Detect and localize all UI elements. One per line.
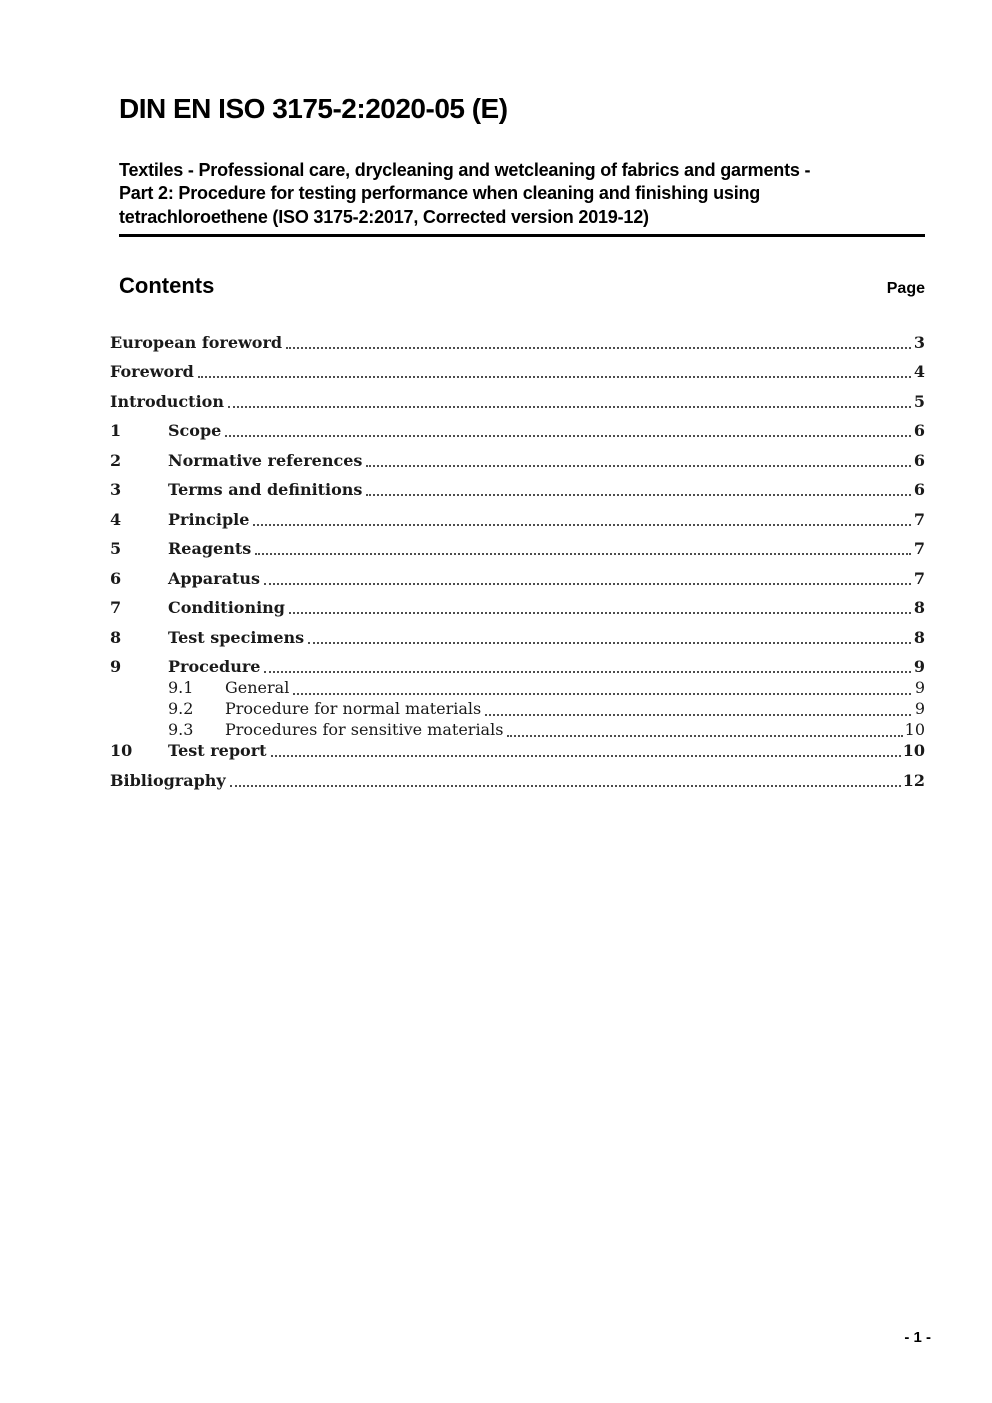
toc-entry-page: 7 (913, 539, 925, 559)
dot-leader (366, 465, 911, 467)
toc-entry-number: 3 (110, 480, 122, 500)
toc-entry-page: 12 (902, 770, 925, 790)
toc-entry (110, 510, 925, 530)
toc-entry-title: Procedure for normal materials (225, 699, 482, 719)
doc-title-line-3: tetrachloroethene (ISO 3175-2:2017, Corrected version 2019-12) (119, 206, 649, 227)
toc-entry-page: 9 (914, 678, 925, 698)
toc-entry-page: 7 (913, 509, 925, 529)
toc-entry-number: 5 (110, 539, 122, 559)
dot-leader (293, 693, 911, 695)
contents-heading: Contents (119, 272, 215, 298)
toc-entry-number: 9 (110, 657, 122, 677)
toc-entry-page: 4 (913, 362, 925, 382)
toc-entry-title: Normative references (168, 450, 363, 470)
toc-entry-number: 8 (110, 627, 122, 647)
toc-entry-title: Conditioning (168, 598, 285, 618)
toc-entry-title: Introduction (110, 391, 224, 411)
toc-entry-title: General (225, 678, 290, 698)
dot-leader (289, 612, 911, 614)
toc-entry-title: European foreword (110, 332, 283, 352)
toc-entry (110, 480, 925, 500)
toc-entry-page: 10 (902, 741, 925, 761)
toc-entry (110, 771, 925, 791)
toc-entry (110, 699, 925, 720)
toc-entry-page: 5 (913, 391, 925, 411)
toc-entry-title: Test report (168, 741, 267, 761)
toc-entry-title: Reagents (168, 539, 252, 559)
dot-leader (255, 553, 911, 555)
toc-entry (110, 628, 925, 648)
toc-entry-title: Principle (168, 509, 250, 529)
dot-leader (366, 494, 911, 496)
toc-entry (110, 569, 925, 589)
toc-entry-number: 9.3 (168, 720, 194, 740)
toc-entry-page: 6 (913, 480, 925, 500)
toc-entry (110, 451, 925, 471)
toc-entry-page: 9 (913, 657, 925, 677)
toc-entry (110, 678, 925, 699)
toc-entry-number: 1 (110, 421, 122, 441)
dot-leader (264, 583, 911, 585)
dot-leader (230, 785, 901, 787)
toc-entry-page: 6 (913, 421, 925, 441)
toc-entry (110, 392, 925, 412)
dot-leader (308, 642, 911, 644)
toc-entry-number: 4 (110, 509, 122, 529)
doc-title-line-2: Part 2: Procedure for testing performance when cleaning and finishing using (119, 183, 761, 204)
doc-title-line-1: Textiles - Professional care, drycleaning and wetcleaning of fabrics and garments - (119, 160, 811, 180)
toc-entry-number: 9.1 (168, 678, 194, 698)
toc-entry-title: Bibliography (110, 770, 226, 790)
toc-entry-number: 6 (110, 568, 122, 588)
toc-entry-page: 8 (913, 598, 925, 618)
toc-entry (110, 720, 925, 741)
page-column-label: Page (886, 279, 925, 297)
toc-entry-title: Procedure (168, 657, 261, 677)
toc-entry-title: Scope (168, 421, 222, 441)
dot-leader (286, 347, 911, 349)
toc-entry (110, 598, 925, 618)
dot-leader (507, 735, 902, 737)
toc-entry-page: 9 (914, 699, 925, 719)
dot-leader (225, 435, 911, 437)
toc-entry (110, 741, 925, 761)
toc-entry-title: Procedures for sensitive materials (225, 720, 504, 740)
dot-leader (485, 714, 911, 716)
toc-entry (110, 333, 925, 353)
toc-entry-page: 8 (913, 627, 925, 647)
dot-leader (253, 524, 911, 526)
toc-entry-page: 6 (913, 450, 925, 470)
toc-entry-number: 9.2 (168, 699, 194, 719)
toc-entry (110, 539, 925, 559)
toc-entry-page: 10 (904, 720, 925, 740)
toc-entry (110, 362, 925, 382)
toc-entry-page: 7 (913, 568, 925, 588)
dot-leader (271, 755, 901, 757)
toc-entry-title: Test specimens (168, 627, 305, 647)
doc-number: DIN EN ISO 3175-2:2020-05 (E) (119, 93, 508, 124)
toc-entry-number: 7 (110, 598, 122, 618)
dot-leader (228, 406, 911, 408)
toc-entry-number: 10 (110, 741, 133, 761)
toc-entry-number: 2 (110, 450, 122, 470)
contents-header-row (119, 273, 925, 298)
doc-title (119, 159, 925, 237)
toc-entry (110, 657, 925, 677)
toc-entry-title: Apparatus (168, 568, 260, 588)
toc-entry-page: 3 (913, 332, 925, 352)
toc-entry-title: Foreword (110, 362, 194, 382)
dot-leader (198, 376, 911, 378)
table-of-contents (110, 333, 925, 791)
toc-entry (110, 421, 925, 441)
dot-leader (264, 671, 911, 673)
page-number-footer: - 1 - (904, 1329, 931, 1346)
toc-entry-title: Terms and definitions (168, 480, 363, 500)
